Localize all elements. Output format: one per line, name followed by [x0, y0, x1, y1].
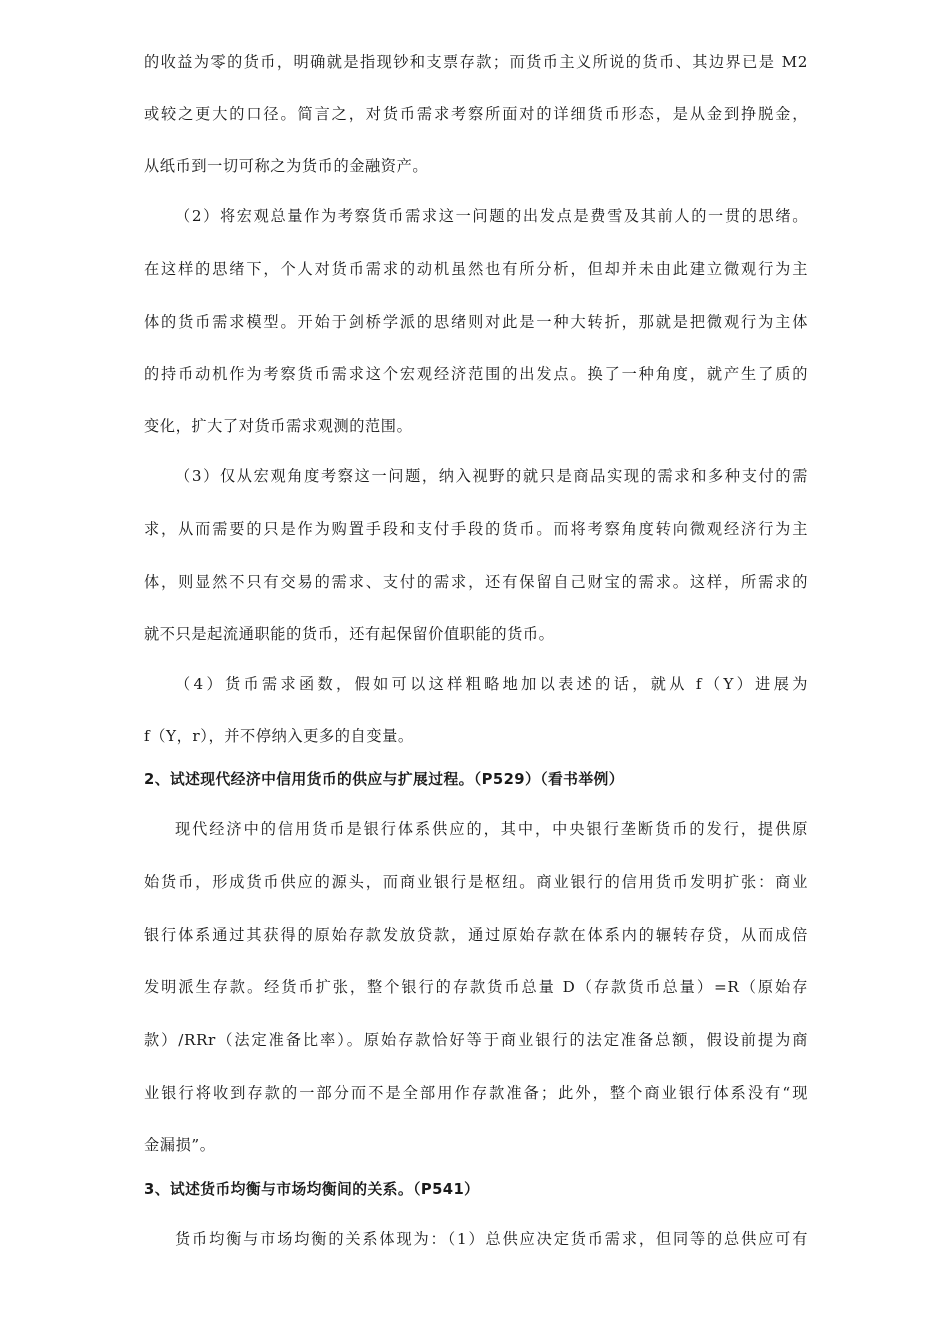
paragraph-line: 从纸币到一切可称之为货币的金融资产。 [144, 157, 429, 175]
paragraph-line: （3）仅从宏观角度考察这一问题，纳入视野的就只是商品实现的需求和多种支付的需 [175, 467, 808, 485]
paragraph-line: 或较之更大的口径。简言之，对货币需求考察所面对的详细货币形态，是从金到挣脱金， [144, 105, 808, 123]
paragraph-line: 现代经济中的信用货币是银行体系供应的，其中，中央银行垄断货币的发行，提供原 [175, 820, 808, 838]
paragraph-line: （4）货币需求函数，假如可以这样粗略地加以表述的话，就从 f（Y）进展为 [175, 675, 808, 693]
section-heading: 3、试述货币均衡与市场均衡间的关系。（P541） [144, 1181, 480, 1198]
paragraph-line: 金漏损”。 [144, 1136, 216, 1154]
paragraph-line: 银行体系通过其获得的原始存款发放贷款，通过原始存款在体系内的辗转存贷，从而成倍 [144, 926, 808, 944]
paragraph-line: 业银行将收到存款的一部分而不是全部用作存款准备；此外，整个商业银行体系没有“现 [144, 1084, 808, 1102]
paragraph-line: 体的货币需求模型。开始于剑桥学派的思绪则对此是一种大转折，那就是把微观行为主体 [144, 313, 808, 331]
paragraph-line: 款）/RRr（法定准备比率）。原始存款恰好等于商业银行的法定准备总额，假设前提为商 [144, 1031, 808, 1049]
paragraph-line: 在这样的思绪下，个人对货币需求的动机虽然也有所分析，但却并未由此建立微观行为主 [144, 260, 808, 278]
paragraph-line: 就不只是起流通职能的货币，还有起保留价值职能的货币。 [144, 625, 555, 643]
paragraph-line: 发明派生存款。经货币扩张，整个银行的存款货币总量 D（存款货币总量）=R（原始存 [144, 978, 808, 996]
paragraph-line: 求，从而需要的只是作为购置手段和支付手段的货币。而将考察角度转向微观经济行为主 [144, 520, 808, 538]
paragraph-line: 的持币动机作为考察货币需求这个宏观经济范围的出发点。换了一种角度，就产生了质的 [144, 365, 808, 383]
paragraph-line: 的收益为零的货币，明确就是指现钞和支票存款；而货币主义所说的货币、其边界已是 M2 [144, 53, 808, 71]
paragraph-line: f（Y，r），并不停纳入更多的自变量。 [144, 727, 414, 745]
paragraph-line: （2）将宏观总量作为考察货币需求这一问题的出发点是费雪及其前人的一贯的思绪。 [175, 207, 808, 225]
section-heading: 2、试述现代经济中信用货币的供应与扩展过程。（P529）（看书举例） [144, 771, 624, 788]
paragraph-line: 体，则显然不只有交易的需求、支付的需求，还有保留自己财宝的需求。这样，所需求的 [144, 573, 808, 591]
paragraph-line: 始货币，形成货币供应的源头，而商业银行是枢纽。商业银行的信用货币发明扩张：商业 [144, 873, 808, 891]
paragraph-line: 变化，扩大了对货币需求观测的范围。 [144, 417, 413, 435]
paragraph-line: 货币均衡与市场均衡的关系体现为：（1）总供应决定货币需求，但同等的总供应可有 [175, 1230, 808, 1248]
